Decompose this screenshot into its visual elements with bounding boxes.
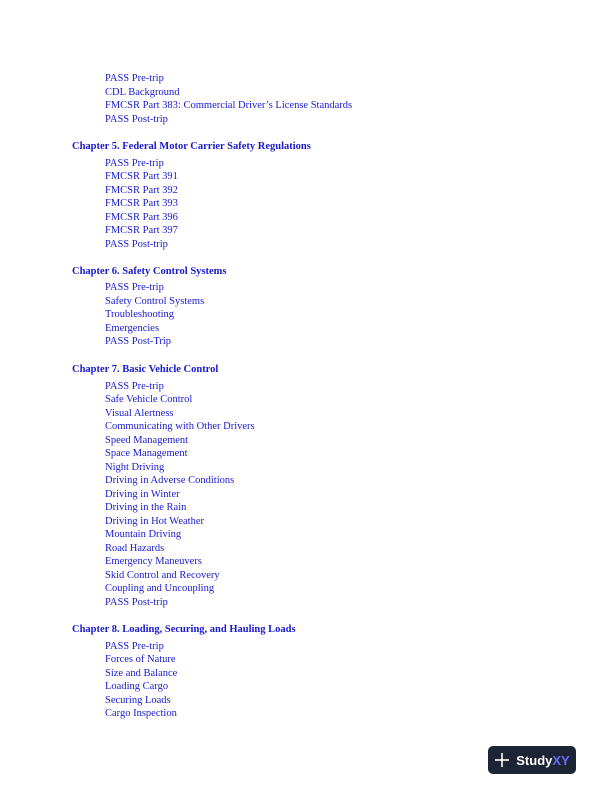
toc-link[interactable]: PASS Pre-trip xyxy=(105,158,164,169)
toc-link[interactable]: PASS Post-trip xyxy=(105,597,168,608)
toc-link[interactable]: PASS Post-trip xyxy=(105,239,168,250)
toc-link[interactable]: Communicating with Other Drivers xyxy=(105,421,255,432)
toc-link[interactable]: PASS Post-Trip xyxy=(105,336,172,347)
toc-link[interactable]: FMCSR Part 397 xyxy=(105,225,178,236)
toc-link[interactable]: Safe Vehicle Control xyxy=(105,394,193,405)
toc-link[interactable]: FMCSR Part 393 xyxy=(105,198,178,209)
chapter-7-heading[interactable]: Chapter 7. Basic Vehicle Control xyxy=(72,364,219,375)
toc-link[interactable]: Driving in Winter xyxy=(105,489,180,500)
studyxy-logo-badge[interactable] xyxy=(488,746,576,774)
toc-link[interactable]: Visual Alertness xyxy=(105,408,174,419)
toc-link[interactable]: Driving in the Rain xyxy=(105,502,187,513)
toc-link[interactable]: PASS Pre-trip xyxy=(105,641,164,652)
toc-link[interactable]: FMCSR Part 383: Commercial Driver’s License Standards xyxy=(105,100,353,111)
toc-link[interactable]: FMCSR Part 396 xyxy=(105,212,178,223)
toc-link[interactable]: Loading Cargo xyxy=(105,681,169,692)
toc-link[interactable]: PASS Pre-trip xyxy=(105,73,164,84)
chapter-5-heading[interactable]: Chapter 5. Federal Motor Carrier Safety Regulations xyxy=(72,141,311,152)
toc-link[interactable]: Forces of Nature xyxy=(105,654,176,665)
plus-icon xyxy=(494,752,510,768)
toc-link[interactable]: Size and Balance xyxy=(105,668,178,679)
toc-link[interactable]: Securing Loads xyxy=(105,695,171,706)
toc-link[interactable]: Mountain Driving xyxy=(105,529,182,540)
toc-link[interactable]: FMCSR Part 392 xyxy=(105,185,178,196)
toc-link[interactable]: PASS Pre-trip xyxy=(105,381,164,392)
toc-link[interactable]: CDL Background xyxy=(105,87,180,98)
toc-link[interactable]: Skid Control and Recovery xyxy=(105,570,220,581)
toc-link[interactable]: Speed Management xyxy=(105,435,189,446)
toc-link[interactable]: Cargo Inspection xyxy=(105,708,177,719)
toc-link[interactable]: Troubleshooting xyxy=(105,309,175,320)
toc-link[interactable]: FMCSR Part 391 xyxy=(105,171,178,182)
toc-link[interactable]: Space Management xyxy=(105,448,188,459)
toc-link[interactable]: Driving in Hot Weather xyxy=(105,516,204,527)
toc-link[interactable]: Road Hazards xyxy=(105,543,165,554)
chapter-6-heading[interactable]: Chapter 6. Safety Control Systems xyxy=(72,266,227,277)
toc-link[interactable]: Night Driving xyxy=(105,462,165,473)
toc-link[interactable]: PASS Pre-trip xyxy=(105,282,164,293)
toc-link[interactable]: Driving in Adverse Conditions xyxy=(105,475,235,486)
chapter-8-heading[interactable]: Chapter 8. Loading, Securing, and Hauling Loads xyxy=(72,624,296,635)
toc-link[interactable]: PASS Post-trip xyxy=(105,114,168,125)
toc-link[interactable]: Emergencies xyxy=(105,323,160,334)
brand-name: StudyXY xyxy=(516,752,570,768)
toc-link[interactable]: Coupling and Uncoupling xyxy=(105,583,215,594)
toc-link[interactable]: Safety Control Systems xyxy=(105,296,205,307)
toc-link[interactable]: Emergency Maneuvers xyxy=(105,556,202,567)
